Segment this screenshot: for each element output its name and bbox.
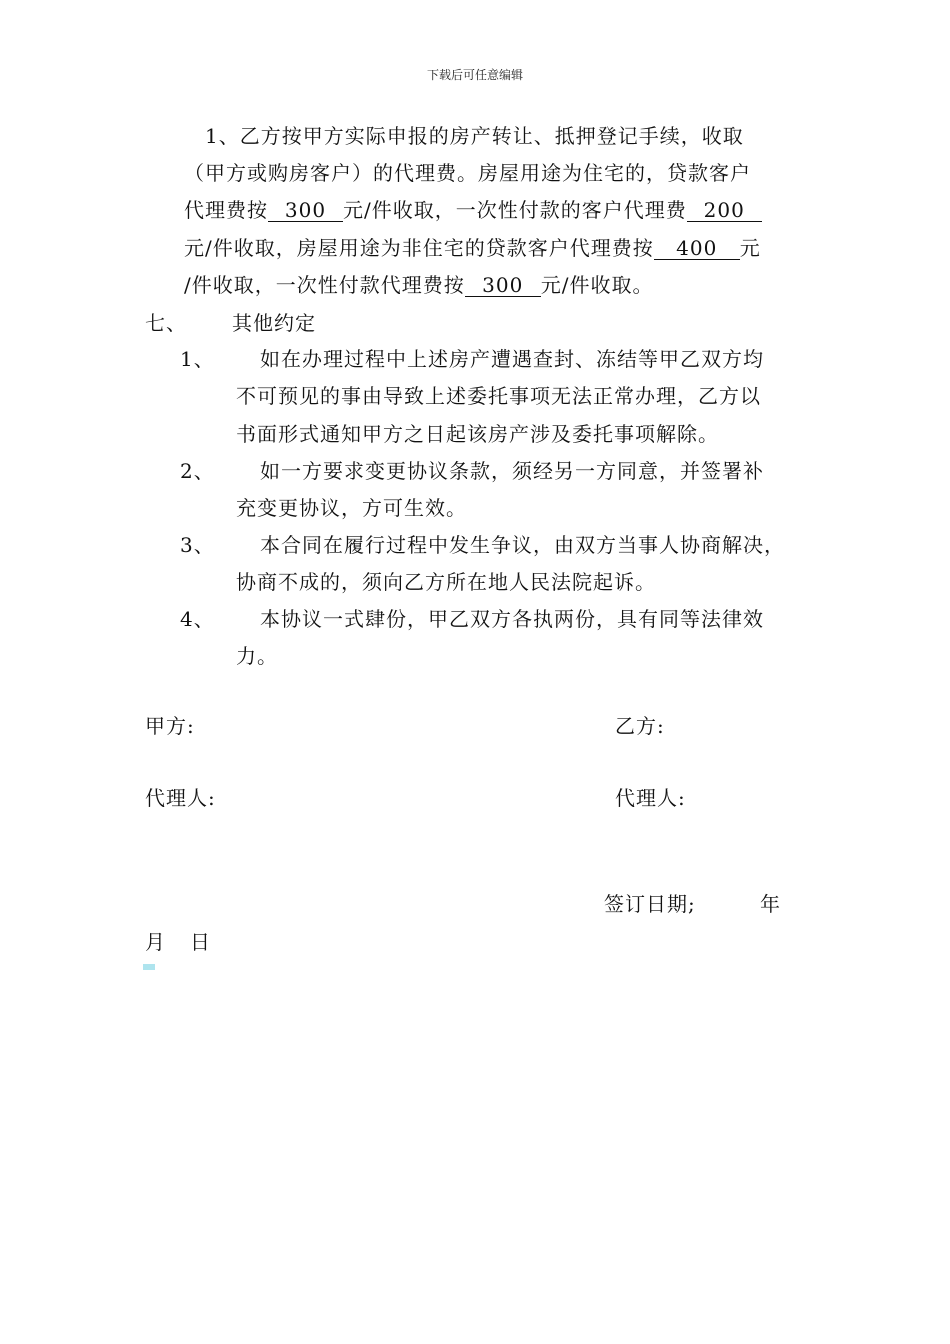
clause1-line2: （甲方或购房客户）的代理费。房屋用途为住宅的，贷款客户 <box>184 161 751 185</box>
clause1-line4-post: 元 <box>739 236 761 260</box>
clause1-line4 <box>184 236 761 260</box>
sign-date-month: 月 <box>145 930 166 954</box>
clause1-line5-post: 元/件收取。 <box>540 273 654 297</box>
sign-date-label: 签订日期; <box>604 892 696 916</box>
clause1-line4-pre: 元/件收取，房屋用途为非住宅的贷款客户代理费按 <box>184 236 654 260</box>
item4-number: 4、 <box>180 607 215 631</box>
clause1-line3-mid: 元/件收取，一次性付款的客户代理费 <box>343 198 687 222</box>
clause1-line5 <box>184 273 654 297</box>
party-a-label: 甲方: <box>145 714 195 738</box>
clause1-line3 <box>184 198 762 222</box>
item2-number: 2、 <box>180 459 215 483</box>
text-cursor-marker <box>143 964 155 970</box>
item4-line1: 本协议一式肆份，甲乙双方各执两份，具有同等法律效 <box>260 607 764 631</box>
fee-cash-residential: 200 <box>687 199 762 222</box>
clause1-line1: 1、乙方按甲方实际申报的房产转让、抵押登记手续，收取 <box>205 124 744 148</box>
item3-line1: 本合同在履行过程中发生争议，由双方当事人协商解决， <box>260 533 785 557</box>
clause1-line3-pre: 代理费按 <box>184 198 268 222</box>
item3-number: 3、 <box>180 533 215 557</box>
fee-loan-residential: 300 <box>268 199 343 222</box>
item1-line3: 书面形式通知甲方之日起该房产涉及委托事项解除。 <box>236 422 719 446</box>
sign-date-year: 年 <box>760 892 781 916</box>
section7-number: 七、 <box>145 311 187 335</box>
item1-line2: 不可预见的事由导致上述委托事项无法正常办理，乙方以 <box>236 384 761 408</box>
item4-line2: 力。 <box>236 644 278 668</box>
page-header: 下载后可任意编辑 <box>426 68 523 82</box>
fee-loan-nonresidential: 400 <box>654 237 740 260</box>
item1-number: 1、 <box>180 347 215 371</box>
item2-line1: 如一方要求变更协议条款，须经另一方同意，并签署补 <box>260 459 764 483</box>
item2-line2: 充变更协议，方可生效。 <box>236 496 467 520</box>
item3-line2: 协商不成的，须向乙方所在地人民法院起诉。 <box>236 570 656 594</box>
agent-a-label: 代理人: <box>145 786 216 810</box>
item1-line1: 如在办理过程中上述房产遭遇查封、冻结等甲乙双方均 <box>260 347 764 371</box>
section7-title: 其他约定 <box>232 311 316 335</box>
sign-date-day: 日 <box>190 930 211 954</box>
agent-b-label: 代理人: <box>615 786 686 810</box>
party-b-label: 乙方: <box>615 714 665 738</box>
clause1-line5-pre: /件收取，一次性付款代理费按 <box>184 273 465 297</box>
fee-cash-nonresidential: 300 <box>465 274 541 297</box>
